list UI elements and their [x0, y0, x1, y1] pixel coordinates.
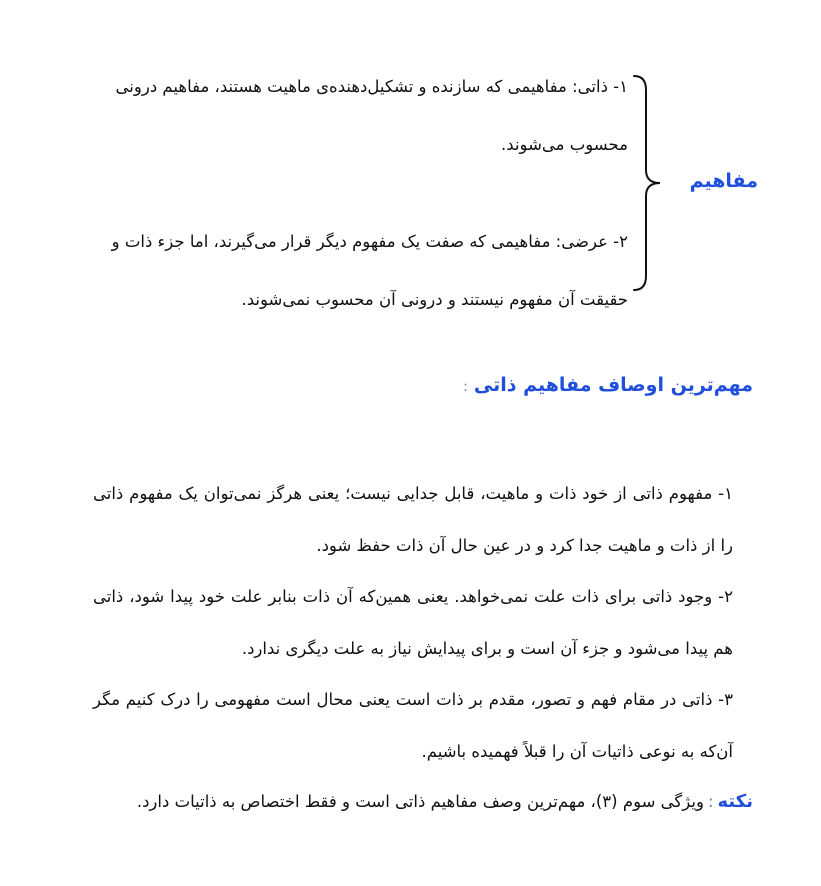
feature-item-1: ۱- مفهوم ذاتی از خود ذات و ماهیت، قابل جدایی نیست؛ یعنی هرگز نمی‌توان یک مفهوم ذاتی را از ذات و ماهیت جدا کرد و در عین حال آن ذات حفظ شود.	[93, 484, 733, 555]
note-label: نکته	[717, 791, 753, 812]
feature-item-2: ۲- وجود ذاتی برای ذات علت نمی‌خواهد. یعنی همین‌که آن ذات بنابر علت خود پیدا شود، ذاتی هم پیدا می‌شود و جزء آن است و برای پیدایش نیاز به علت دیگری ندارد.	[93, 587, 733, 658]
concept-item-accidental: ۲- عرضی: مفاهیمی که صفت یک مفهوم دیگر قرار می‌گیرند، اما جزء ذات و حقیقت آن مفهوم نیستند و درونی آن محسوب نمی‌شوند.	[111, 232, 628, 309]
concept-item-essential: ۱- ذاتی: مفاهیمی که سازنده و تشکیل‌دهنده‌ی ماهیت هستند، مفاهیم درونی محسوب می‌شوند.	[115, 77, 628, 154]
section-heading-text: مهم‌ترین اوصاف مفاهیم ذاتی	[473, 374, 753, 396]
note	[73, 782, 753, 822]
note-separator: :	[707, 792, 714, 811]
section-heading-colon: :	[463, 379, 468, 395]
curly-brace	[630, 72, 670, 294]
note-text: ویژگی سوم (۳)، مهم‌ترین وصف مفاهیم ذاتی است و فقط اختصاص به ذاتیات دارد.	[136, 792, 704, 811]
feature-item-3: ۳- ذاتی در مقام فهم و تصور، مقدم بر ذات است یعنی محال است مفهومی را درک کنیم مگر آن‌که به نوعی ذاتیات آن را قبلاً فهمیده باشیم.	[93, 690, 733, 761]
concepts-label: مفاهیم	[689, 170, 758, 192]
features-list	[93, 468, 733, 777]
section-heading	[153, 374, 753, 396]
